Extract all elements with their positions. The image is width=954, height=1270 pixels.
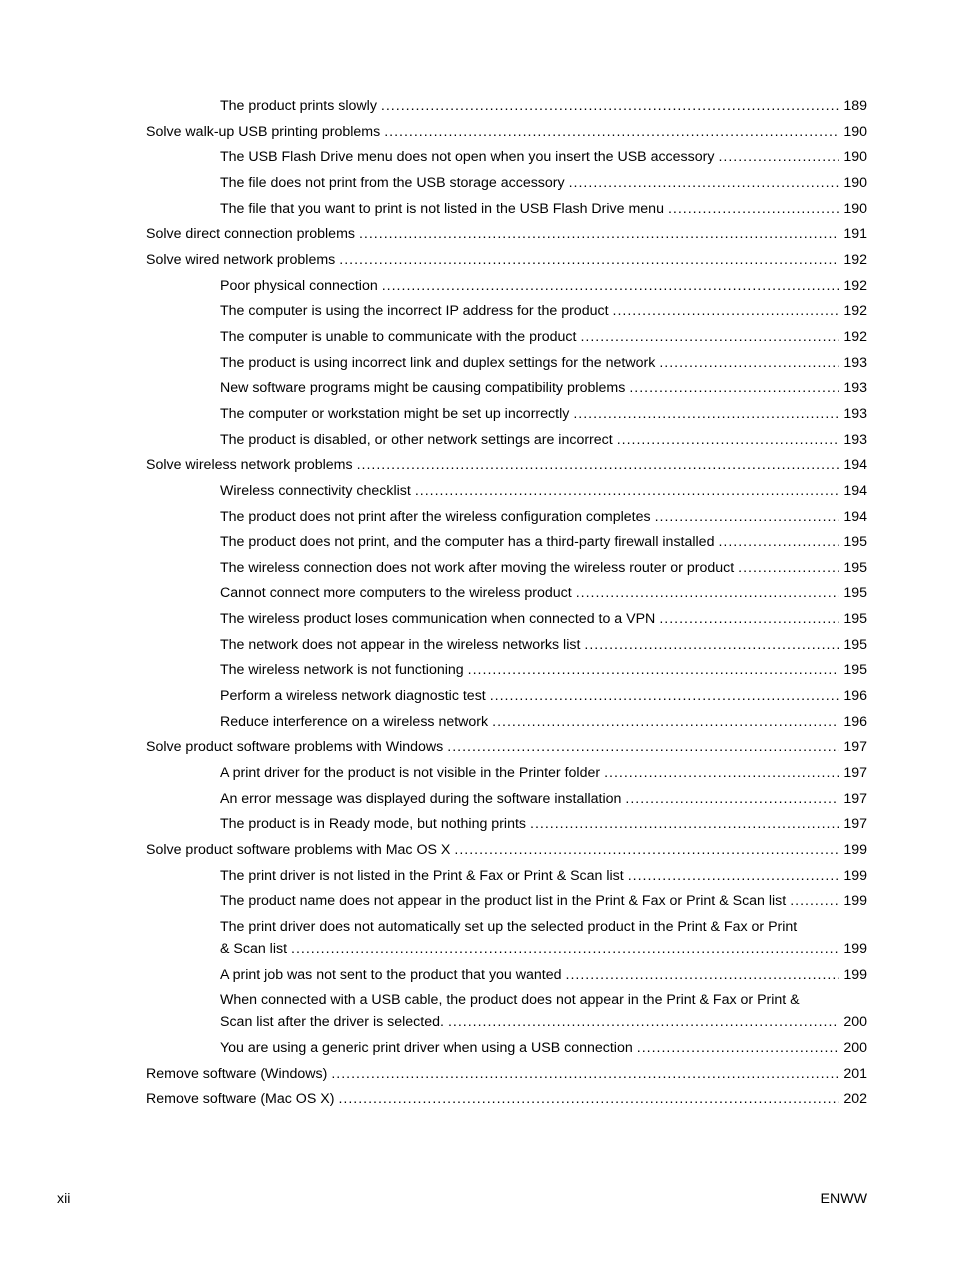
toc-subsection-entry[interactable] — [220, 300, 867, 326]
toc-entry-title: An error message was displayed during the software installation — [220, 790, 622, 807]
toc-entry-page: 200 — [843, 1014, 867, 1031]
toc-entry-page: 197 — [843, 739, 867, 756]
toc-subsection-entry[interactable] — [220, 377, 867, 403]
dot-leader — [617, 429, 840, 451]
dot-leader — [339, 249, 839, 271]
dot-leader — [359, 223, 839, 245]
toc-entry-title: The wireless network is not functioning — [220, 662, 464, 679]
toc-entry-title: New software programs might be causing compatibility problems — [220, 380, 626, 397]
dot-leader — [331, 1063, 839, 1085]
toc-subsection-entry[interactable] — [220, 608, 867, 634]
dot-leader — [454, 839, 839, 861]
toc-subsection-entry[interactable] — [220, 95, 867, 121]
toc-entry-page: 195 — [843, 636, 867, 653]
dot-leader — [625, 788, 839, 810]
toc-entry-title: The product is using incorrect link and duplex settings for the network — [220, 354, 656, 371]
dot-leader — [573, 403, 839, 425]
toc-section-entry[interactable] — [146, 839, 867, 865]
toc-subsection-entry[interactable] — [220, 352, 867, 378]
toc-entry-title-line1: The print driver does not automatically set up the selected product in the Print & Fax or Print — [220, 919, 798, 935]
dot-leader — [381, 95, 839, 117]
toc-entry-page: 194 — [843, 457, 867, 474]
toc-entry-title: Solve product software problems with Windows — [146, 739, 444, 756]
dot-leader — [580, 326, 839, 348]
dot-leader — [384, 121, 839, 143]
toc-entry-page: 195 — [843, 534, 867, 551]
toc-entry-page: 195 — [843, 559, 867, 576]
toc-entry-page: 193 — [843, 354, 867, 371]
dot-leader — [659, 608, 839, 630]
dot-leader — [468, 659, 840, 681]
toc-entry-page: 196 — [843, 713, 867, 730]
dot-leader — [291, 938, 839, 960]
toc-entry-page: 199 — [843, 941, 867, 957]
toc-entry-title: Perform a wireless network diagnostic test — [220, 688, 486, 705]
toc-subsection-entry[interactable] — [220, 506, 867, 532]
toc-entry-title: Solve wired network problems — [146, 251, 336, 268]
toc-entry-title: A print driver for the product is not visible in the Printer folder — [220, 765, 601, 782]
toc-subsection-entry[interactable] — [220, 659, 867, 685]
dot-leader — [790, 890, 839, 912]
dot-leader — [655, 506, 840, 528]
toc-entry-page: 195 — [843, 611, 867, 628]
toc-entry-page: 199 — [843, 893, 867, 910]
table-of-contents — [0, 95, 954, 1114]
dot-leader — [576, 582, 840, 604]
toc-section-entry[interactable] — [146, 1063, 867, 1089]
toc-entry-title: The product name does not appear in the product list in the Print & Fax or Print & Scan list — [220, 893, 787, 910]
toc-entry-title: Cannot connect more computers to the wireless product — [220, 585, 572, 602]
toc-subsection-entry[interactable] — [220, 865, 867, 891]
toc-subsection-entry[interactable] — [220, 429, 867, 455]
toc-entry-title: The USB Flash Drive menu does not open when you insert the USB accessory — [220, 149, 715, 166]
toc-entry-title: The file does not print from the USB storage accessory — [220, 174, 565, 191]
toc-subsection-entry[interactable] — [220, 762, 867, 788]
footer-doc-code: ENWW — [820, 1191, 867, 1207]
toc-entry-title-line1: When connected with a USB cable, the product does not appear in the Print & Fax or Print & — [220, 992, 800, 1009]
dot-leader — [382, 275, 840, 297]
toc-entry-title: The file that you want to print is not listed in the USB Flash Drive menu — [220, 200, 664, 217]
toc-section-entry[interactable] — [146, 121, 867, 147]
toc-entry-page: 199 — [843, 842, 867, 859]
toc-subsection-entry[interactable] — [220, 326, 867, 352]
dot-leader — [629, 377, 839, 399]
dot-leader — [447, 736, 839, 758]
toc-entry-page: 195 — [843, 585, 867, 602]
toc-entry-title: The product prints slowly — [220, 98, 377, 114]
dot-leader — [604, 762, 839, 784]
toc-entry-page: 197 — [843, 816, 867, 833]
toc-entry-page: 202 — [843, 1091, 867, 1108]
toc-entry-page: 191 — [843, 226, 867, 243]
toc-entry-title: Solve wireless network problems — [146, 457, 353, 474]
toc-subsection-entry[interactable] — [220, 989, 867, 1037]
dot-leader — [637, 1037, 840, 1059]
toc-entry-page: 190 — [843, 174, 867, 191]
toc-entry-page: 192 — [843, 303, 867, 320]
toc-section-entry[interactable] — [146, 223, 867, 249]
toc-entry-title: The product does not print, and the computer has a third-party firewall installed — [220, 534, 715, 551]
toc-entry-title: The computer is using the incorrect IP address for the product — [220, 303, 609, 320]
toc-entry-page: 192 — [843, 328, 867, 345]
toc-subsection-entry[interactable] — [220, 557, 867, 583]
dot-leader — [569, 172, 840, 194]
toc-entry-page: 190 — [843, 149, 867, 166]
toc-entry-title: The wireless product loses communication when connected to a VPN — [220, 611, 656, 628]
toc-subsection-entry[interactable] — [220, 582, 867, 608]
toc-subsection-entry[interactable] — [220, 198, 867, 224]
toc-subsection-entry[interactable] — [220, 890, 867, 916]
toc-subsection-entry[interactable] — [220, 403, 867, 429]
toc-entry-page: 199 — [843, 867, 867, 884]
toc-entry-title: The computer or workstation might be set up incorrectly — [220, 405, 570, 422]
toc-entry-title: The product is disabled, or other network settings are incorrect — [220, 431, 613, 448]
toc-entry-title: Remove software (Windows) — [146, 1065, 328, 1082]
toc-entry-page: 190 — [843, 123, 867, 140]
dot-leader — [566, 964, 840, 986]
toc-entry-page: 200 — [843, 1039, 867, 1056]
toc-entry-page: 192 — [843, 251, 867, 268]
toc-subsection-entry[interactable] — [220, 711, 867, 737]
toc-entry-title: The wireless connection does not work after moving the wireless router or product — [220, 559, 735, 576]
toc-section-entry[interactable] — [146, 454, 867, 480]
toc-entry-title: Wireless connectivity checklist — [220, 482, 411, 499]
toc-section-entry[interactable] — [146, 249, 867, 275]
toc-section-entry[interactable] — [146, 736, 867, 762]
dot-leader — [415, 480, 840, 502]
dot-leader — [530, 813, 839, 835]
toc-subsection-entry[interactable] — [220, 813, 867, 839]
dot-leader — [628, 865, 840, 887]
toc-entry-title: Solve walk-up USB printing problems — [146, 123, 381, 140]
toc-entry-page: 197 — [843, 765, 867, 782]
toc-entry-title: The print driver is not listed in the Print & Fax or Print & Scan list — [220, 867, 624, 884]
dot-leader — [584, 634, 839, 656]
toc-entry-page: 192 — [843, 277, 867, 294]
dot-leader — [448, 1011, 839, 1033]
toc-subsection-entry[interactable] — [220, 172, 867, 198]
toc-entry-page: 194 — [843, 482, 867, 499]
dot-leader — [738, 557, 839, 579]
toc-entry-title: The product is in Ready mode, but nothing prints — [220, 816, 526, 833]
toc-entry-title-line2: Scan list after the driver is selected. — [220, 1014, 444, 1031]
toc-subsection-entry[interactable] — [220, 788, 867, 814]
toc-section-entry[interactable] — [146, 1088, 867, 1114]
toc-subsection-entry[interactable] — [220, 634, 867, 660]
toc-entry-title: The computer is unable to communicate with the product — [220, 328, 577, 345]
toc-entry-title: Reduce interference on a wireless network — [220, 713, 489, 730]
toc-subsection-entry[interactable] — [220, 480, 867, 506]
toc-entry-page: 197 — [843, 790, 867, 807]
dot-leader — [357, 454, 840, 476]
toc-entry-page: 199 — [843, 966, 867, 983]
toc-subsection-entry[interactable] — [220, 685, 867, 711]
toc-entry-title: You are using a generic print driver when using a USB connection — [220, 1039, 633, 1056]
toc-entry-title: Solve product software problems with Mac OS X — [146, 842, 451, 859]
toc-entry-title: Remove software (Mac OS X) — [146, 1091, 335, 1108]
dot-leader — [718, 531, 839, 553]
dot-leader — [613, 300, 840, 322]
dot-leader — [338, 1088, 839, 1110]
toc-entry-title-line2-wrapper — [220, 1011, 867, 1033]
toc-entry-page: 193 — [843, 405, 867, 422]
dot-leader — [718, 146, 839, 168]
dot-leader — [492, 711, 839, 733]
toc-entry-title: A print job was not sent to the product that you wanted — [220, 966, 562, 983]
toc-entry-page: 193 — [843, 431, 867, 448]
toc-subsection-entry[interactable] — [220, 916, 867, 964]
toc-entry-title: The network does not appear in the wireless networks list — [220, 636, 581, 653]
toc-entry-page: 190 — [843, 200, 867, 217]
dot-leader — [490, 685, 840, 707]
toc-entry-page: 189 — [843, 98, 867, 114]
toc-entry-title: The product does not print after the wireless configuration completes — [220, 508, 651, 525]
dot-leader — [668, 198, 839, 220]
toc-entry-title: Solve direct connection problems — [146, 226, 355, 243]
toc-entry-page: 195 — [843, 662, 867, 679]
toc-entry-page: 194 — [843, 508, 867, 525]
toc-subsection-entry[interactable] — [220, 275, 867, 301]
toc-entry-page: 201 — [843, 1065, 867, 1082]
toc-subsection-entry[interactable] — [220, 531, 867, 557]
dot-leader — [659, 352, 839, 374]
toc-entry-title-line2-wrapper — [220, 938, 867, 960]
toc-entry-page: 193 — [843, 380, 867, 397]
toc-entry-page: 196 — [843, 688, 867, 705]
toc-subsection-entry[interactable] — [220, 1037, 867, 1063]
toc-entry-title: Poor physical connection — [220, 277, 378, 294]
toc-subsection-entry[interactable] — [220, 964, 867, 990]
toc-entry-title-line2: & Scan list — [220, 941, 288, 957]
footer-page-number: xii — [57, 1191, 71, 1207]
toc-subsection-entry[interactable] — [220, 146, 867, 172]
